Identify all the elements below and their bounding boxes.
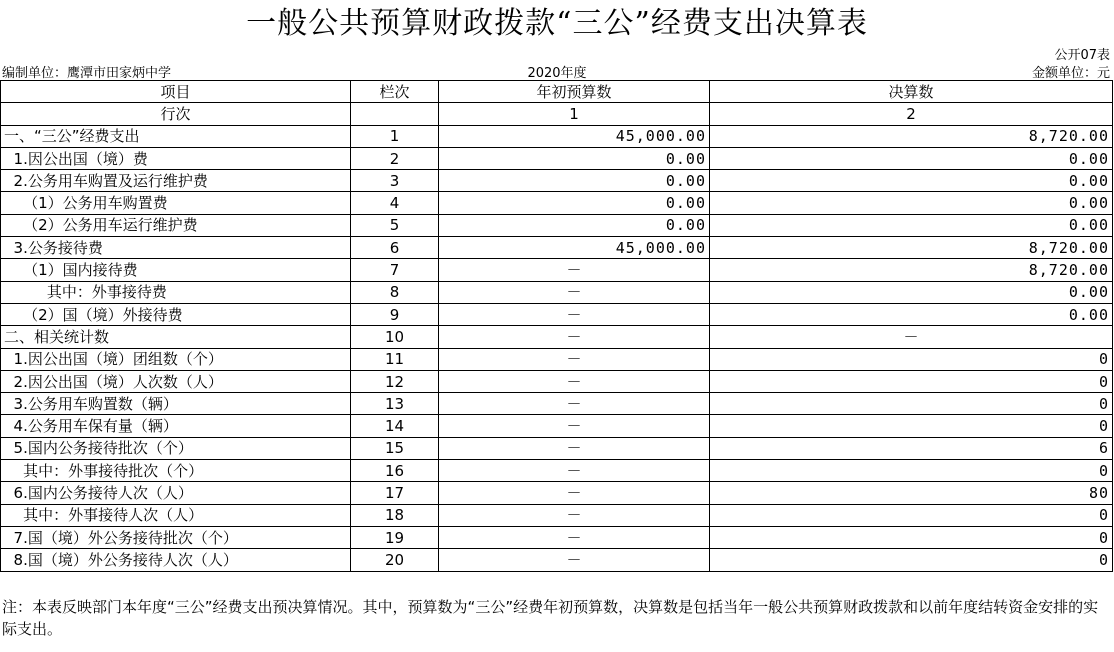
table-row [1,303,1113,325]
row-budget: － [439,526,710,548]
table-row [1,281,1113,303]
compiling-unit: 编制单位：鹰潭市田家炳中学 [2,66,172,81]
table-row [1,125,1113,147]
table-row [1,259,1113,281]
row-col: 9 [351,303,439,325]
row-item: 6.国内公务接待人次（人） [1,482,351,504]
row-budget: － [439,549,710,571]
row-col: 19 [351,526,439,548]
row-budget: － [439,393,710,415]
row-item: 二、相关统计数 [1,326,351,348]
row-budget: 0.00 [439,147,710,169]
fiscal-year: 2020年度 [527,66,587,81]
money-unit: 金额单位：元 [1031,66,1110,81]
header-item: 项目 [1,81,351,103]
row-budget: － [439,437,710,459]
row-col: 16 [351,460,439,482]
row-col: 15 [351,437,439,459]
row-final: － [710,326,1113,348]
row-budget: － [439,460,710,482]
row-col: 17 [351,482,439,504]
row-item: 2.公务用车购置及运行维护费 [1,170,351,192]
row-col: 12 [351,370,439,392]
row-final: 0 [710,526,1113,548]
subheader-budget: 1 [439,103,710,125]
row-col: 1 [351,125,439,147]
row-final: 0 [710,393,1113,415]
row-item: 3.公务接待费 [1,237,351,259]
row-item: 2.因公出国（境）人次数（人） [1,370,351,392]
table-row [1,482,1113,504]
row-final: 0.00 [710,170,1113,192]
row-item: 7.国（境）外公务接待批次（个） [1,526,351,548]
table-row [1,504,1113,526]
row-budget: － [439,482,710,504]
table-row [1,214,1113,236]
row-final: 0 [710,460,1113,482]
row-item: 其中：外事接待费 [1,281,351,303]
header-col: 栏次 [351,81,439,103]
row-item: （2）国（境）外接待费 [1,303,351,325]
table-row [1,147,1113,169]
row-item: 其中：外事接待批次（个） [1,460,351,482]
row-budget: 0.00 [439,214,710,236]
row-final: 0 [710,370,1113,392]
row-col: 4 [351,192,439,214]
header-final: 决算数 [710,81,1113,103]
footnote: 注：本表反映部门本年度“三公”经费支出预决算情况。其中，预算数为“三公”经费年初预算数，决算数是包括当年一般公共预算财政拨款和以前年度结转资金安排的实际支出。 [2,598,1099,638]
row-final: 0.00 [710,281,1113,303]
table-row [1,393,1113,415]
form-code: 公开07表 [1054,48,1110,63]
row-final: 8,720.00 [710,237,1113,259]
row-item: （1）公务用车购置费 [1,192,351,214]
row-final: 0 [710,549,1113,571]
table-row [1,370,1113,392]
row-budget: － [439,303,710,325]
row-final: 80 [710,482,1113,504]
row-item: 1.因公出国（境）团组数（个） [1,348,351,370]
row-final: 0.00 [710,192,1113,214]
row-col: 14 [351,415,439,437]
row-item: 5.国内公务接待批次（个） [1,437,351,459]
row-item: 8.国（境）外公务接待人次（人） [1,549,351,571]
header-row [1,81,1113,103]
subheader-item: 行次 [1,103,351,125]
row-budget: － [439,415,710,437]
row-budget: 45,000.00 [439,237,710,259]
row-col: 6 [351,237,439,259]
page-title: 一般公共预算财政拨款“三公”经费支出决算表 [246,6,868,41]
row-final: 6 [710,437,1113,459]
table-row [1,192,1113,214]
row-budget: － [439,370,710,392]
row-col: 13 [351,393,439,415]
subheader-final: 2 [710,103,1113,125]
table-row [1,549,1113,571]
row-col: 11 [351,348,439,370]
row-item: 4.公务用车保有量（辆） [1,415,351,437]
row-item: 3.公务用车购置数（辆） [1,393,351,415]
row-budget: 0.00 [439,170,710,192]
row-final: 0 [710,415,1113,437]
row-col: 18 [351,504,439,526]
row-budget: 45,000.00 [439,125,710,147]
row-col: 5 [351,214,439,236]
row-col: 2 [351,147,439,169]
table-row [1,437,1113,459]
table-row [1,526,1113,548]
row-budget: 0.00 [439,192,710,214]
row-budget: － [439,259,710,281]
row-item: 1.因公出国（境）费 [1,147,351,169]
subheader-col [351,103,439,125]
row-final: 0 [710,348,1113,370]
row-item: （2）公务用车运行维护费 [1,214,351,236]
row-final: 0 [710,504,1113,526]
row-col: 7 [351,259,439,281]
table-row [1,415,1113,437]
row-final: 8,720.00 [710,259,1113,281]
table-row [1,170,1113,192]
row-item: 其中：外事接待人次（人） [1,504,351,526]
row-budget: － [439,504,710,526]
row-col: 3 [351,170,439,192]
row-budget: － [439,326,710,348]
subheader-row [1,103,1113,125]
row-col: 20 [351,549,439,571]
table-row [1,237,1113,259]
row-item: （1）国内接待费 [1,259,351,281]
expenditure-table [0,80,1113,572]
header-budget: 年初预算数 [439,81,710,103]
table-row [1,460,1113,482]
row-budget: － [439,348,710,370]
row-budget: － [439,281,710,303]
row-col: 10 [351,326,439,348]
table-row [1,326,1113,348]
row-final: 0.00 [710,214,1113,236]
row-item: 一、“三公”经费支出 [1,125,351,147]
row-final: 0.00 [710,303,1113,325]
row-final: 8,720.00 [710,125,1113,147]
row-col: 8 [351,281,439,303]
row-final: 0.00 [710,147,1113,169]
table-row [1,348,1113,370]
